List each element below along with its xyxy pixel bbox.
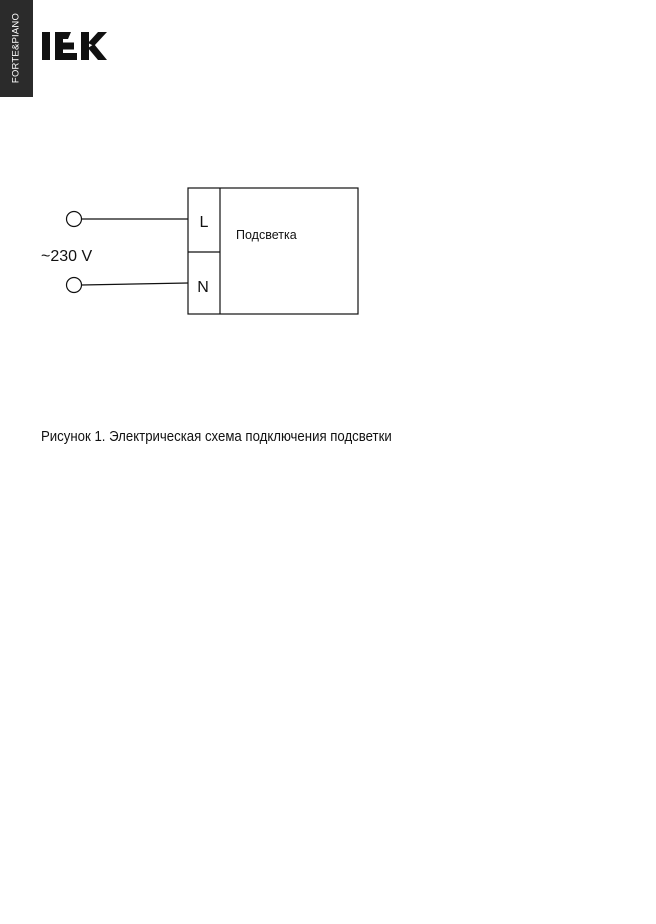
figure-caption: Рисунок 1. Электрическая схема подключения подсветки [41,428,392,445]
terminal-n-label: N [197,279,209,296]
terminal-l-label: L [199,214,209,231]
voltage-label: ~230 V [41,248,93,265]
device-box [188,188,358,314]
n-wire [82,283,189,285]
side-brand-label: FORTE&PIANO [10,12,22,84]
n-input-terminal-circle [67,278,82,293]
l-input-terminal-circle [67,212,82,227]
device-label: Подсветка [236,228,297,242]
